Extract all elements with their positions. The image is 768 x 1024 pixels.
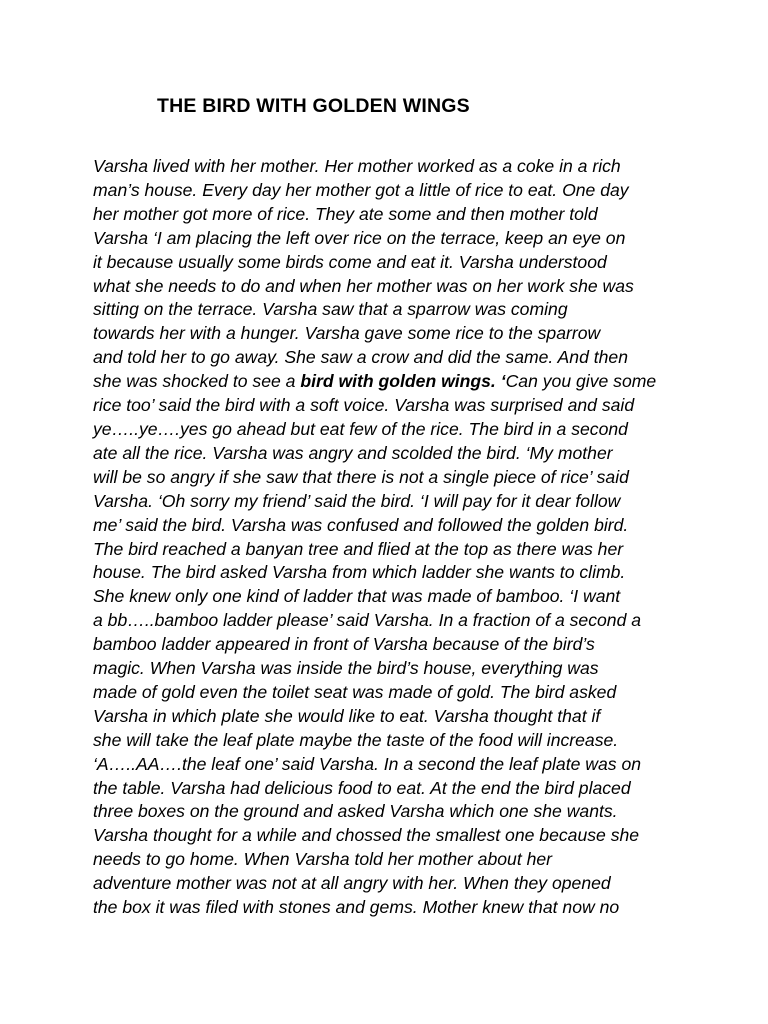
story-line: the box it was filed with stones and gems. Mother knew that now no — [93, 897, 620, 918]
story-line: what she needs to do and when her mother was on her work she was — [93, 275, 634, 296]
story-line: me’ said the bird. Varsha was confused and followed the golden bird. — [93, 514, 629, 535]
story-line: and told her to go away. She saw a crow and did the same. And then — [93, 347, 628, 368]
story-line: made of gold even the toilet seat was made of gold. The bird asked — [93, 681, 617, 702]
story-line-text: she was shocked to see a — [93, 371, 301, 392]
document-title: THE BIRD WITH GOLDEN WINGS — [157, 95, 470, 117]
story-line: Varsha ‘I am placing the left over rice on the terrace, keep an eye on — [93, 227, 626, 248]
story-line: she will take the leaf plate maybe the taste of the food will increase. — [93, 729, 619, 750]
story-line: The bird reached a banyan tree and flied at the top as there was her — [93, 538, 624, 559]
story-line: the table. Varsha had delicious food to eat. At the end the bird placed — [93, 777, 631, 798]
story-line: man’s house. Every day her mother got a little of rice to eat. One day — [93, 179, 629, 200]
story-line: Varsha thought for a while and chossed the smallest one because she — [93, 825, 640, 846]
story-line: ‘A…..AA….the leaf one’ said Varsha. In a second the leaf plate was on — [93, 753, 642, 774]
story-line: Varsha in which plate she would like to eat. Varsha thought that if — [93, 705, 601, 726]
story-line: magic. When Varsha was inside the bird’s house, everything was — [93, 658, 599, 679]
story-body — [93, 155, 693, 920]
emphasized-phrase: bird with golden wings. ‘ — [300, 371, 506, 392]
story-line: her mother got more of rice. They ate some and then mother told — [93, 203, 598, 224]
story-line: Varsha. ‘Oh sorry my friend’ said the bird. ‘I will pay for it dear follow — [93, 490, 621, 511]
story-line: adventure mother was not at all angry with her. When they opened — [93, 873, 611, 894]
story-line: She knew only one kind of ladder that was made of bamboo. ‘I want — [93, 586, 621, 607]
story-line: house. The bird asked Varsha from which ladder she wants to climb. — [93, 562, 626, 583]
story-line — [93, 370, 693, 394]
story-line: sitting on the terrace. Varsha saw that a sparrow was coming — [93, 299, 568, 320]
story-line: ate all the rice. Varsha was angry and scolded the bird. ‘My mother — [93, 442, 613, 463]
story-line: it because usually some birds come and eat it. Varsha understood — [93, 251, 607, 272]
story-line: a bb…..bamboo ladder please’ said Varsha. In a fraction of a second a — [93, 610, 642, 631]
story-line: will be so angry if she saw that there is not a single piece of rice’ said — [93, 466, 629, 487]
story-line: Varsha lived with her mother. Her mother worked as a coke in a rich — [93, 156, 621, 176]
story-line: needs to go home. When Varsha told her mother about her — [93, 849, 553, 870]
story-line: bamboo ladder appeared in front of Varsha because of the bird’s — [93, 634, 595, 655]
story-line: towards her with a hunger. Varsha gave some rice to the sparrow — [93, 323, 601, 344]
story-line: three boxes on the ground and asked Varsha which one she wants. — [93, 801, 618, 822]
story-line: rice too’ said the bird with a soft voice. Varsha was surprised and said — [93, 395, 635, 416]
story-line: ye…..ye….yes go ahead but eat few of the rice. The bird in a second — [93, 418, 628, 439]
story-line-text: Can you give some — [505, 371, 657, 392]
